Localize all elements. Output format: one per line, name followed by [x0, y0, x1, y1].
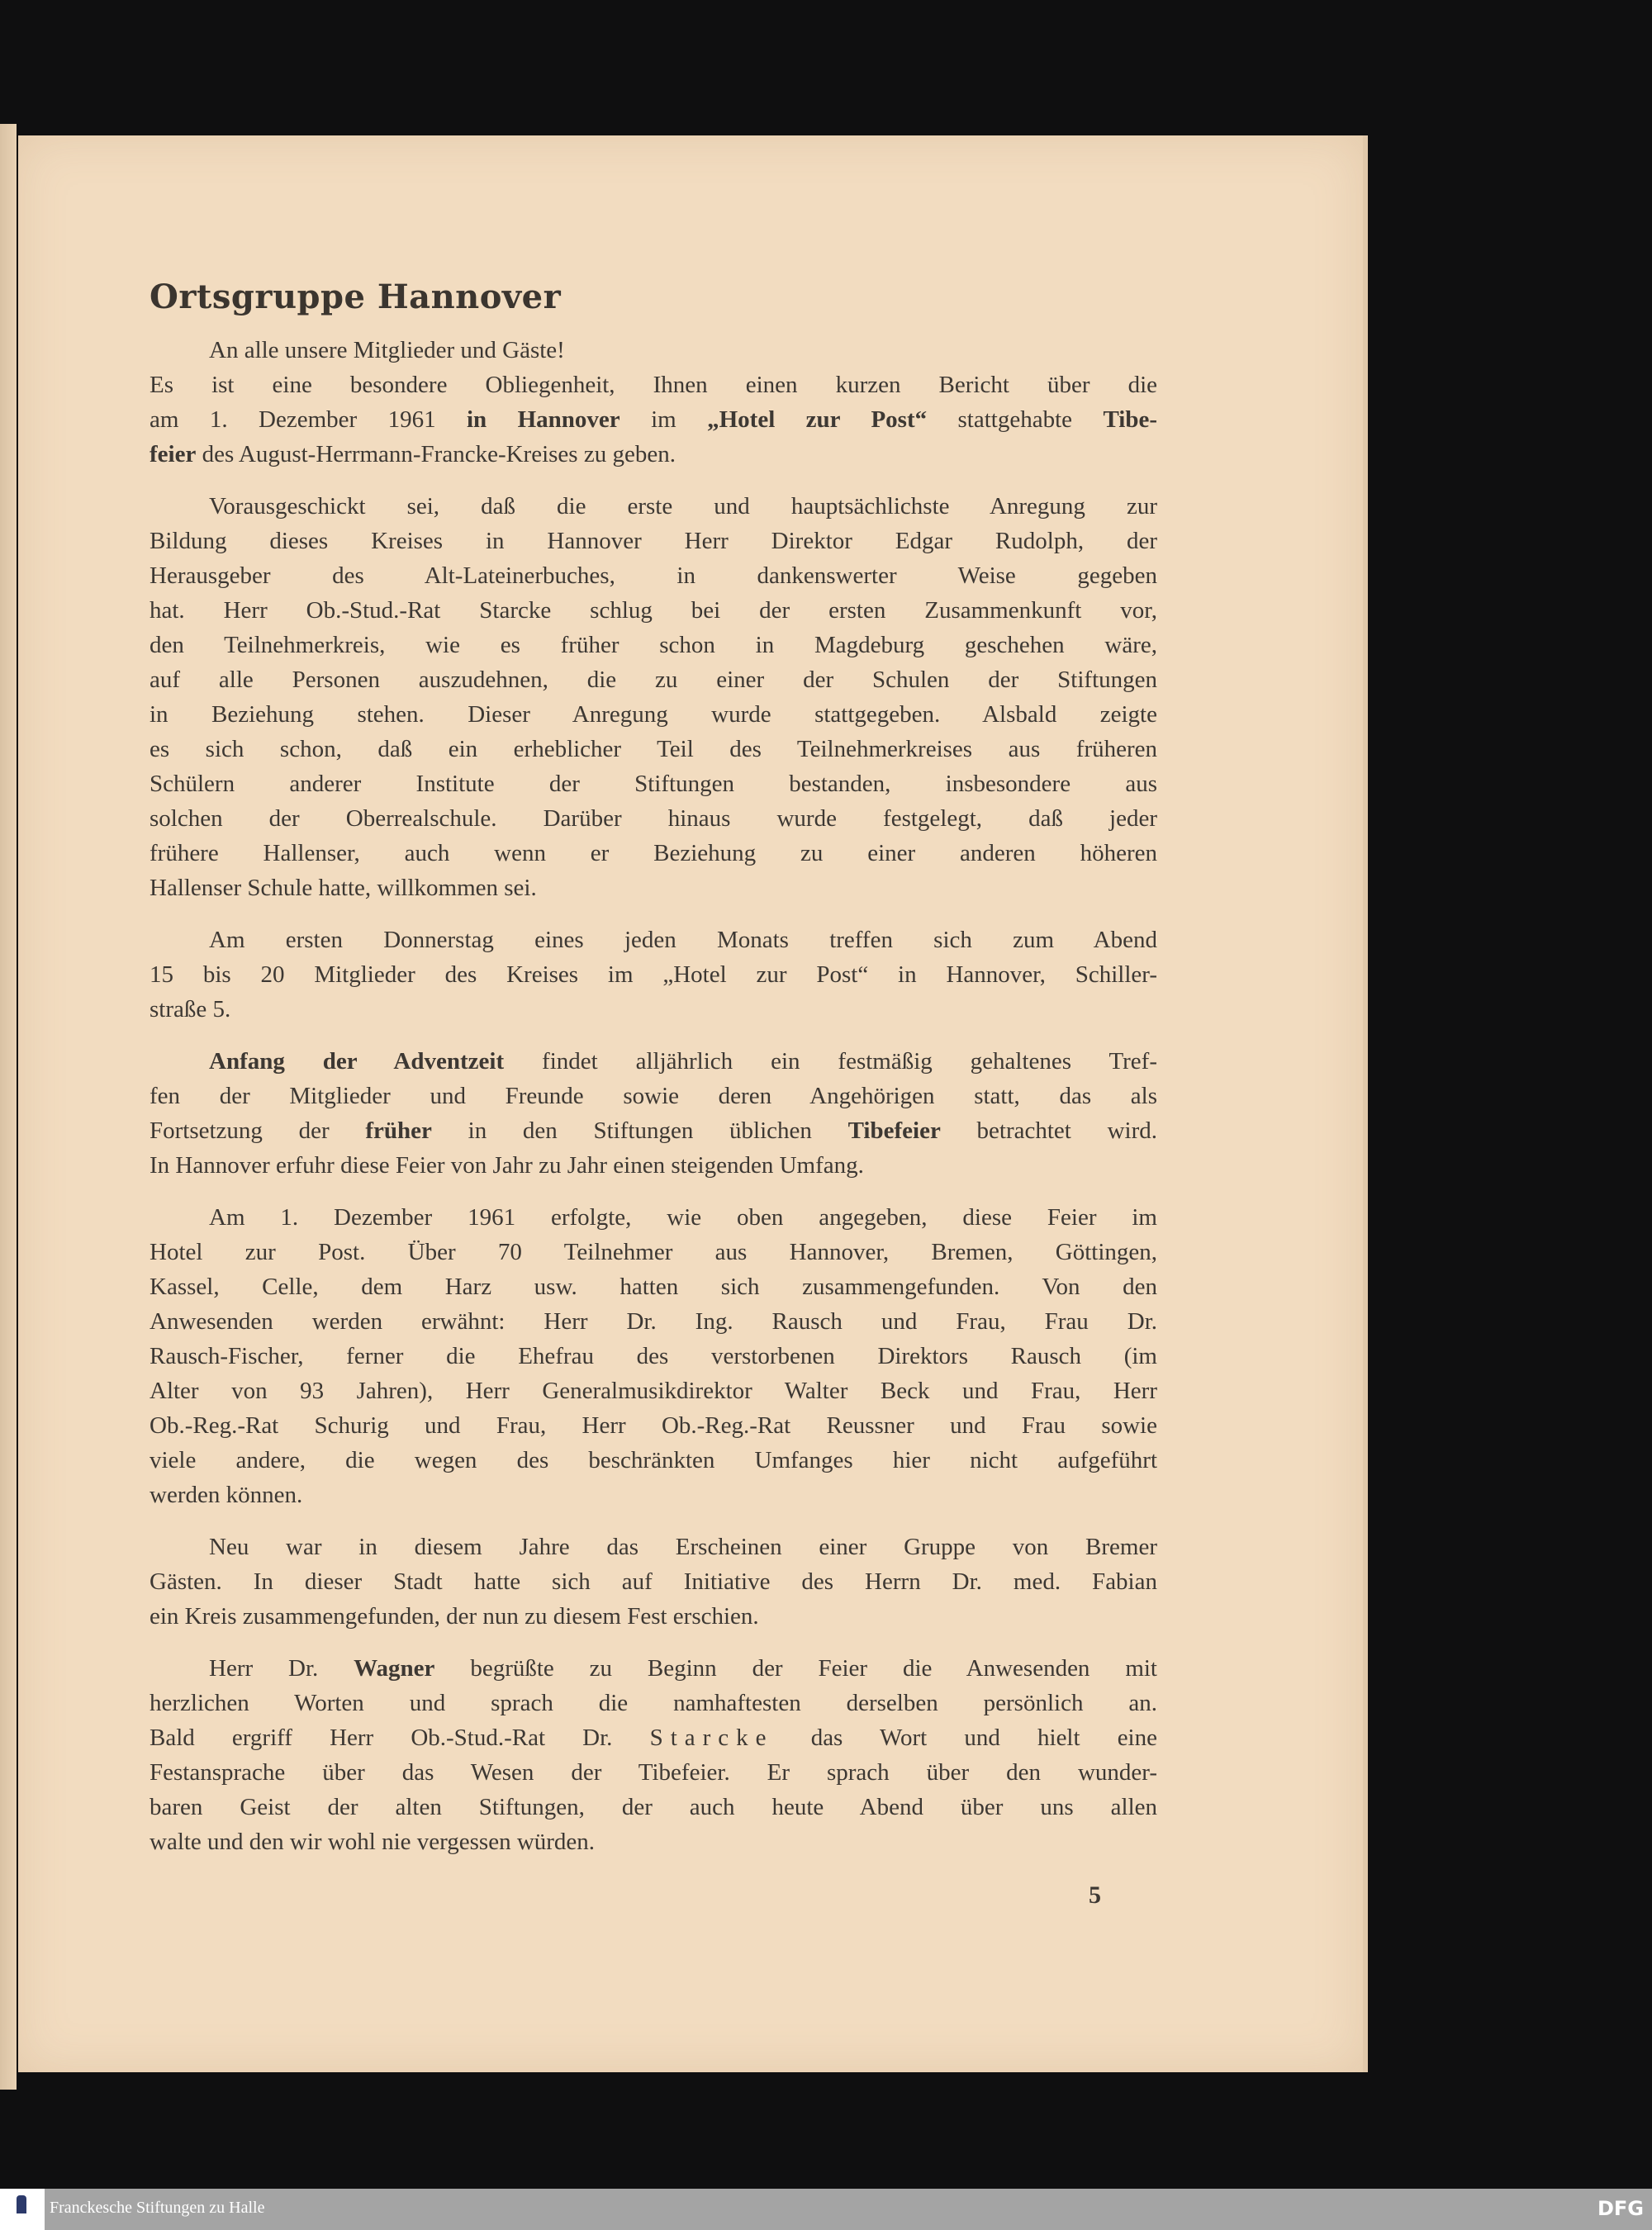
text-span: in den Stiftungen üblichen — [431, 1117, 848, 1144]
text-span: ein Kreis zusammengefunden, der nun zu diesem Fest erschien. — [150, 1603, 759, 1630]
text-line — [150, 1079, 1157, 1113]
paragraph — [150, 489, 1157, 905]
text-span: Rausch-Fischer, ferner die Ehefrau des verstorbenen Direktors Rausch (im — [150, 1343, 1157, 1369]
text-span: Hallenser Schule hatte, willkommen sei. — [150, 875, 537, 901]
text-line — [150, 558, 1157, 593]
text-span: viele andere, die wegen des beschränkten Umfanges hier nicht aufgeführt — [150, 1447, 1157, 1473]
text-line — [150, 1339, 1157, 1374]
text-line — [150, 1148, 1157, 1183]
text-span: stattgehabte — [927, 406, 1104, 433]
body-text — [150, 333, 1157, 1877]
text-span: Am 1. Dezember 1961 erfolgte, wie oben angegeben, diese Feier im — [209, 1204, 1157, 1231]
text-span: baren Geist der alten Stiftungen, der auch heute Abend über uns allen — [150, 1794, 1157, 1820]
text-line — [150, 1304, 1157, 1339]
text-span: des August-Herrmann-Francke-Kreises zu geben. — [196, 441, 676, 467]
text-span: den Teilnehmerkreis, wie es früher schon in Magdeburg geschehen wäre, — [150, 632, 1157, 658]
text-line — [150, 628, 1157, 662]
text-line — [150, 697, 1157, 732]
text-span: werden können. — [150, 1482, 303, 1508]
text-line — [150, 1443, 1157, 1478]
text-span: Es ist eine besondere Obliegenheit, Ihnen einen kurzen Bericht über die — [150, 372, 1157, 398]
text-span: es sich schon, daß ein erheblicher Teil des Teilnehmerkreises aus früheren — [150, 736, 1157, 762]
text-line — [150, 402, 1157, 437]
bold-text: feier — [150, 441, 197, 467]
text-span: Fortsetzung der — [150, 1117, 366, 1144]
text-span: Herausgeber des Alt-Lateinerbuches, in dankenswerter Weise gegeben — [150, 562, 1157, 589]
page-edge — [1363, 135, 1368, 2072]
page-number: 5 — [1089, 1881, 1101, 1909]
bold-text: Tibefeier — [847, 1117, 941, 1144]
bold-text: Anfang der Adventzeit — [209, 1048, 505, 1075]
text-span: begrüßte zu Beginn der Feier die Anwesenden mit — [434, 1655, 1157, 1682]
text-span: hat. Herr Ob.-Stud.-Rat Starcke schlug bei der ersten Zusammenkunft vor, — [150, 597, 1157, 624]
text-line — [150, 871, 1157, 905]
text-line — [150, 1755, 1157, 1790]
dfg-logo: DFG — [1597, 2197, 1644, 2220]
text-line — [150, 1269, 1157, 1304]
paragraph — [150, 1044, 1157, 1183]
text-span: das Wort und hielt eine — [773, 1725, 1157, 1751]
text-span: Vorausgeschickt sei, daß die erste und hauptsächlichste Anregung zur — [209, 493, 1157, 520]
institution-name[interactable]: Franckesche Stiftungen zu Halle — [50, 2199, 265, 2217]
bold-text: Wagner — [354, 1655, 435, 1682]
text-line — [150, 593, 1157, 628]
bold-text: „Hotel zur Post“ — [707, 406, 928, 433]
text-span: Festansprache über das Wesen der Tibefeier. Er sprach über den wunder- — [150, 1759, 1157, 1786]
facing-page-edge — [0, 124, 17, 2090]
text-span: Anwesenden werden erwähnt: Herr Dr. Ing. Rausch und Frau, Frau Dr. — [150, 1308, 1157, 1335]
text-line — [150, 801, 1157, 836]
text-span: walte und den wir wohl nie vergessen würden. — [150, 1829, 596, 1855]
paragraph — [150, 1200, 1157, 1512]
text-span: 15 bis 20 Mitglieder des Kreises im „Hotel zur Post“ in Hannover, Schiller- — [150, 961, 1157, 988]
text-line — [150, 1235, 1157, 1269]
text-span: An alle unsere Mitglieder und Gäste! — [209, 337, 565, 363]
text-span: solchen der Oberrealschule. Darüber hinaus wurde festgelegt, daß jeder — [150, 805, 1157, 832]
text-span: Herr Dr. — [209, 1655, 354, 1682]
text-span: Alter von 93 Jahren), Herr Generalmusikdirektor Walter Beck und Frau, Herr — [150, 1378, 1157, 1404]
text-span: im — [620, 406, 708, 433]
text-line — [150, 489, 1157, 524]
paragraph — [150, 923, 1157, 1027]
text-span: Ob.-Reg.-Rat Schurig und Frau, Herr Ob.-Reg.-Rat Reussner und Frau sowie — [150, 1412, 1157, 1439]
text-span: Gästen. In dieser Stadt hatte sich auf Initiative des Herrn Dr. med. Fabian — [150, 1568, 1157, 1595]
text-line — [150, 1564, 1157, 1599]
text-line — [150, 1374, 1157, 1408]
text-line — [150, 766, 1157, 801]
bold-text: in Hannover — [467, 406, 620, 433]
text-line — [150, 1113, 1157, 1148]
text-line — [150, 1790, 1157, 1824]
text-span: Am ersten Donnerstag eines jeden Monats treffen sich zum Abend — [209, 927, 1157, 953]
text-line — [150, 1530, 1157, 1564]
text-line — [150, 923, 1157, 957]
text-line — [150, 732, 1157, 766]
text-span: in Beziehung stehen. Dieser Anregung wurde stattgegeben. Alsbald zeigte — [150, 701, 1157, 728]
bold-text: früher — [365, 1117, 432, 1144]
text-line — [150, 992, 1157, 1027]
text-span: Schülern anderer Institute der Stiftungen bestanden, insbesondere aus — [150, 771, 1157, 797]
viewer-footer-bar — [0, 2189, 1652, 2230]
text-line — [150, 836, 1157, 871]
text-span: Neu war in diesem Jahre das Erscheinen einer Gruppe von Bremer — [209, 1534, 1157, 1560]
text-line — [150, 957, 1157, 992]
text-line — [150, 1478, 1157, 1512]
text-span: Bildung dieses Kreises in Hannover Herr Direktor Edgar Rudolph, der — [150, 528, 1157, 554]
text-span: Bald ergriff Herr Ob.-Stud.-Rat Dr. — [150, 1725, 650, 1751]
text-line — [150, 1651, 1157, 1686]
bold-text: Tibe- — [1103, 406, 1157, 433]
text-line — [150, 1686, 1157, 1720]
text-span: Kassel, Celle, dem Harz usw. hatten sich zusammengefunden. Von den — [150, 1274, 1157, 1300]
text-span: herzlichen Worten und sprach die namhaftesten derselben persönlich an. — [150, 1690, 1157, 1716]
text-span: straße 5. — [150, 996, 231, 1022]
text-line — [150, 437, 1157, 472]
text-span: fen der Mitglieder und Freunde sowie deren Angehörigen statt, das als — [150, 1083, 1157, 1109]
text-span: In Hannover erfuhr diese Feier von Jahr zu Jahr einen steigenden Umfang. — [150, 1152, 864, 1179]
logo-figure-icon — [17, 2195, 26, 2213]
text-line — [150, 333, 1157, 368]
text-line — [150, 1200, 1157, 1235]
institution-logo — [0, 2189, 45, 2230]
text-span: auf alle Personen auszudehnen, die zu einer der Schulen der Stiftungen — [150, 667, 1157, 693]
text-line — [150, 1720, 1157, 1755]
document-page — [18, 135, 1363, 2072]
text-line — [150, 662, 1157, 697]
text-line — [150, 1824, 1157, 1859]
text-span: am 1. Dezember 1961 — [150, 406, 467, 433]
section-title: Ortsgruppe Hannover — [150, 278, 562, 316]
text-line — [150, 1599, 1157, 1634]
paragraph — [150, 333, 1157, 472]
paragraph — [150, 1530, 1157, 1634]
spaced-text: Starcke — [649, 1725, 774, 1751]
text-span: betrachtet wird. — [940, 1117, 1157, 1144]
text-span: Hotel zur Post. Über 70 Teilnehmer aus Hannover, Bremen, Göttingen, — [150, 1239, 1157, 1265]
text-line — [150, 1044, 1157, 1079]
text-span: frühere Hallenser, auch wenn er Beziehung zu einer anderen höheren — [150, 840, 1157, 866]
paragraph — [150, 1651, 1157, 1859]
text-line — [150, 368, 1157, 402]
text-span: findet alljährlich ein festmäßig gehaltenes Tref- — [504, 1048, 1157, 1075]
text-line — [150, 1408, 1157, 1443]
text-line — [150, 524, 1157, 558]
